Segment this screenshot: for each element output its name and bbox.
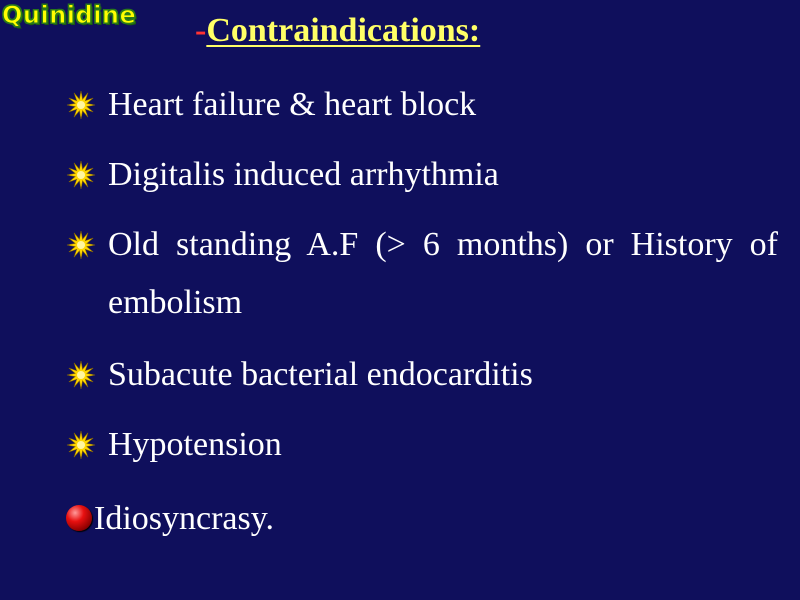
starburst-bullet-icon [66, 160, 96, 190]
starburst-bullet-icon [66, 360, 96, 390]
slide-heading [195, 10, 480, 52]
red-ball-bullet-icon [66, 505, 92, 531]
heading-text: Contraindications: [206, 12, 481, 49]
starburst-bullet-icon [66, 230, 96, 260]
starburst-bullet-icon [66, 430, 96, 460]
bullet-text: Subacute bacterial endocarditis [108, 356, 533, 393]
bullet-text: Heart failure & heart block [108, 86, 477, 123]
starburst-bullet-icon [66, 90, 96, 120]
bullet-text: Old standing A.F (> 6 months) or History of embolism [108, 226, 778, 321]
bullet-text: Hypotension [108, 426, 282, 463]
bullet-text: Digitalis induced arrhythmia [108, 156, 499, 193]
corner-title: Quinidine [2, 1, 137, 29]
extra-item-text: Idiosyncrasy. [94, 500, 275, 537]
heading-dash: - [195, 12, 207, 49]
